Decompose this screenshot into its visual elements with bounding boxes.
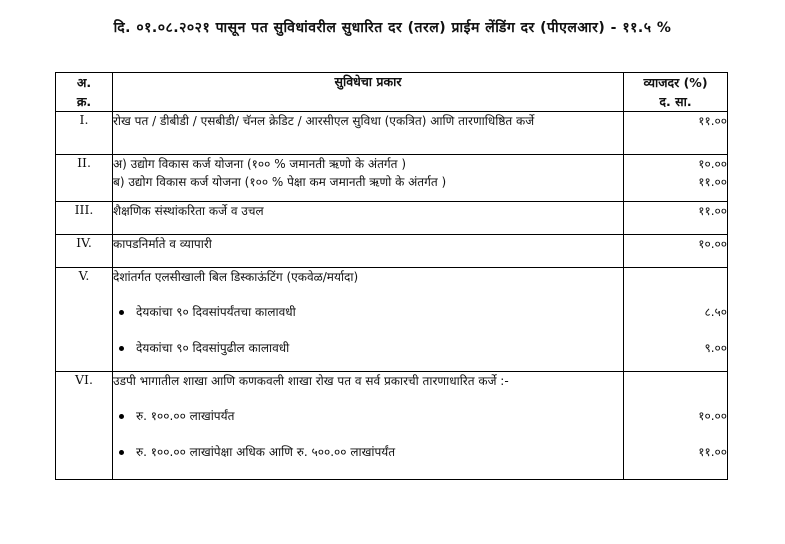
rate-value: ११.०० xyxy=(698,204,727,218)
table-row xyxy=(56,155,728,202)
row-line: अ) उद्योग विकास कर्ज योजना (१०० % जमानती ऋणो के अंतर्गत ) xyxy=(113,157,407,171)
row-serial: I. xyxy=(56,112,113,155)
table-header-row xyxy=(56,73,728,112)
row-line: शैक्षणिक संस्थांकरिता कर्जे व उचल xyxy=(113,204,264,218)
table-row xyxy=(56,268,728,372)
table-row xyxy=(56,235,728,268)
row-serial: IV. xyxy=(56,235,113,268)
page-title: दि. ०१.०८.२०२१ पासून पत सुविधांवरील सुधारित दर (तरल) प्राईम लेंडिंग दर (पीएलआर) - ११.५ % xyxy=(113,20,672,36)
row-rate xyxy=(624,372,728,480)
bullet-icon xyxy=(119,310,124,315)
row-line: कापडनिर्माते व व्यापारी xyxy=(113,237,212,251)
row-description xyxy=(113,202,624,235)
row-description xyxy=(113,155,624,202)
header-serial-line2: क्र. xyxy=(76,94,92,109)
rate-value: १०.०० xyxy=(698,157,727,171)
row-description xyxy=(113,268,624,372)
row-serial: V. xyxy=(56,268,113,372)
header-facility-type xyxy=(113,73,624,112)
list-item xyxy=(113,303,623,321)
rates-table xyxy=(55,72,728,480)
rate-value: ८.५० xyxy=(704,305,727,319)
header-rate-line1: व्याजदर (%) xyxy=(643,75,708,90)
list-item xyxy=(113,339,623,357)
rate-value: ११.०० xyxy=(698,175,727,189)
row-heading: उडपी भागातील शाखा आणि कणकवली शाखा रोख पत व सर्व प्रकारची तारणाधारित कर्जे :- xyxy=(113,374,509,388)
table-row xyxy=(56,202,728,235)
list-item xyxy=(113,407,623,425)
table-row xyxy=(56,112,728,155)
row-serial: II. xyxy=(56,155,113,202)
row-line: रोख पत / डीबीडी / एसबीडी/ चॅनल क्रेडिट / आरसीएल सुविधा (एकत्रित) आणि तारणाधिष्ठित कर्जे xyxy=(113,114,535,128)
list-item-text: रु. १००.०० लाखांपेक्षा अधिक आणि रु. ५००.०० लाखांपर्यंत xyxy=(136,445,396,459)
list-item-text: रु. १००.०० लाखांपर्यंत xyxy=(136,409,235,423)
list-item-text: देयकांचा ९० दिवसांपुढील कालावधी xyxy=(136,341,290,355)
row-serial: III. xyxy=(56,202,113,235)
header-serial xyxy=(56,73,113,112)
row-serial: VI. xyxy=(56,372,113,480)
row-rate xyxy=(624,235,728,268)
rate-value: १०.०० xyxy=(698,237,727,251)
rate-value: १०.०० xyxy=(698,409,727,423)
row-description xyxy=(113,372,624,480)
table-row xyxy=(56,372,728,480)
header-serial-line1: अ. xyxy=(76,75,92,90)
row-line: ब) उद्योग विकास कर्ज योजना (१०० % पेक्षा कम जमानती ऋणो के अंतर्गत ) xyxy=(113,175,447,189)
row-description xyxy=(113,112,624,155)
rate-value: ९.०० xyxy=(704,341,727,355)
rate-value: ११.०० xyxy=(698,114,727,128)
bullet-icon xyxy=(119,414,124,419)
list-item-text: देयकांचा ९० दिवसांपर्यंतचा कालावधी xyxy=(136,305,296,319)
list-item xyxy=(113,443,623,461)
bullet-icon xyxy=(119,450,124,455)
header-rate-line2: द. सा. xyxy=(659,94,692,109)
row-description xyxy=(113,235,624,268)
bullet-icon xyxy=(119,346,124,351)
header-interest-rate xyxy=(624,73,728,112)
row-rate xyxy=(624,202,728,235)
rate-value: ११.०० xyxy=(698,445,727,459)
row-rate xyxy=(624,155,728,202)
row-heading: देशांतर्गत एलसीखाली बिल डिस्काऊंटिंग (एकवेळ/मर्यादा) xyxy=(113,270,359,284)
row-rate xyxy=(624,268,728,372)
row-rate xyxy=(624,112,728,155)
header-facility-type-label: सुविधेचा प्रकार xyxy=(334,74,402,89)
